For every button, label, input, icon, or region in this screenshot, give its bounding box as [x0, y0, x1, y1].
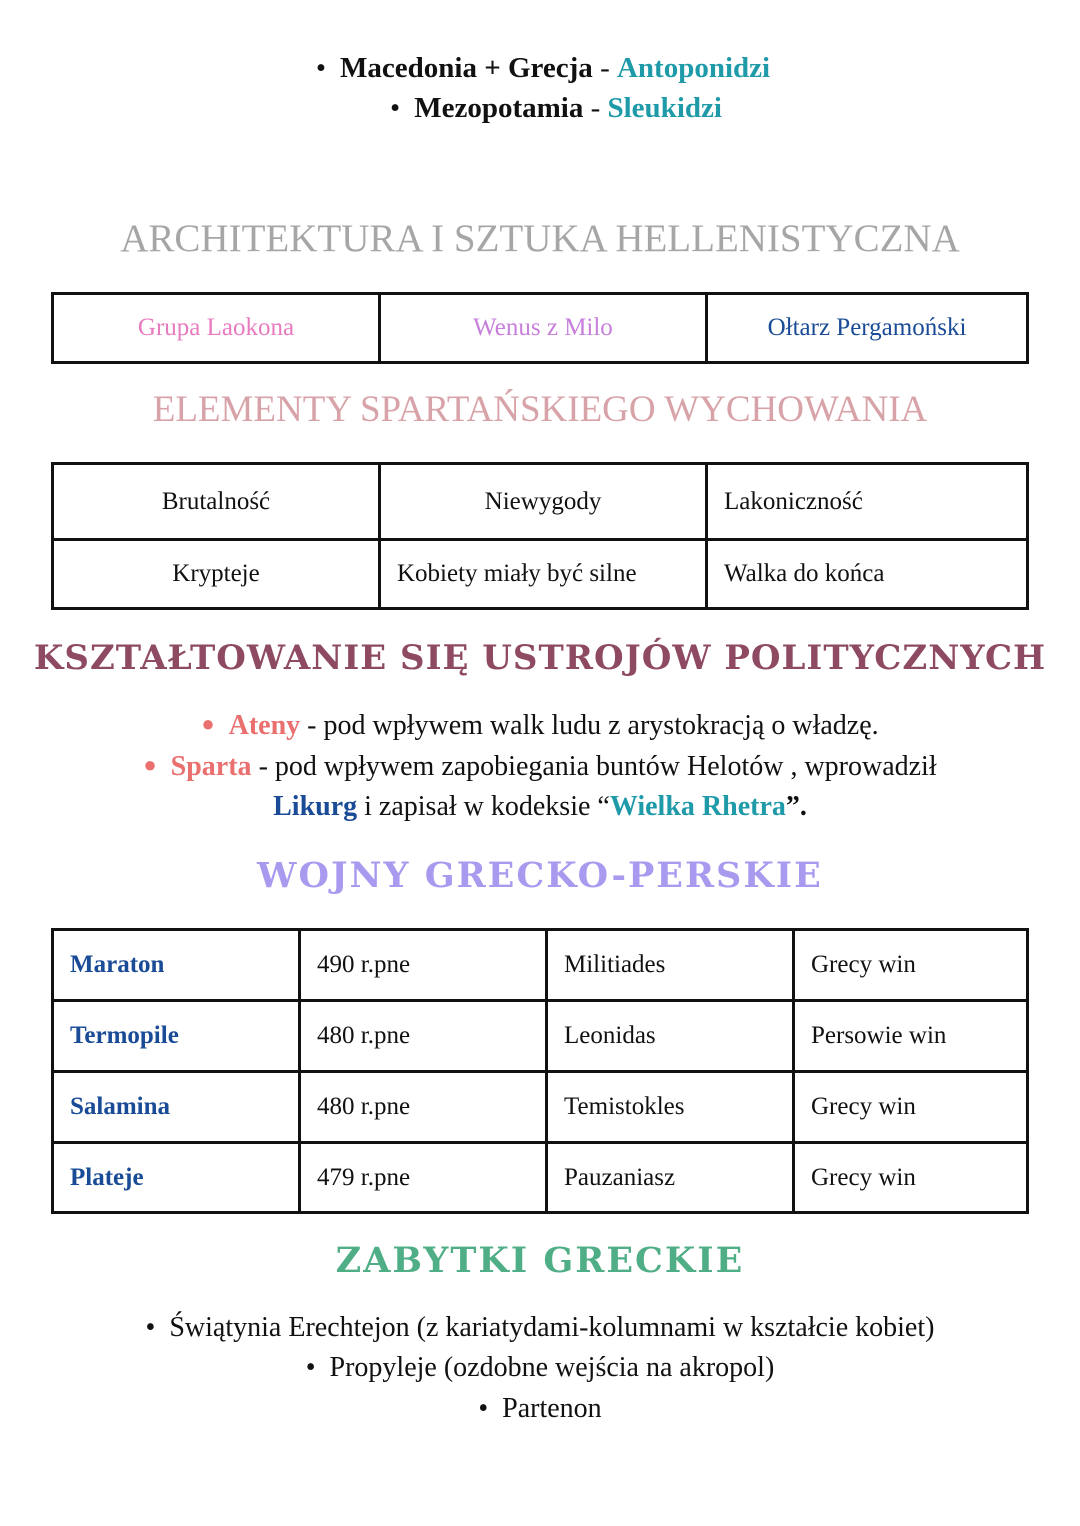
art-cell: Ołtarz Pergamoński [707, 294, 1028, 363]
battle-result: Grecy win [794, 1072, 1028, 1143]
political-text: i zapisał w kodeksie “ [357, 791, 610, 822]
bullet-icon: ● [143, 752, 157, 777]
art-cell: Wenus z Milo [380, 294, 707, 363]
battle-name: Plateje [53, 1143, 300, 1213]
spartan-education-table [51, 462, 1029, 610]
monument-text: Propyleje (ozdobne wejścia na akropol) [329, 1352, 775, 1383]
battle-year: 480 r.pne [300, 1001, 547, 1072]
education-cell: Kobiety miały być silne [380, 540, 707, 609]
political-item-athens [0, 710, 1080, 742]
monument-text: Świątynia Erechtejon (z kariatydami-kolumnami w kształcie kobiet) [169, 1312, 935, 1343]
battle-commander: Leonidas [547, 1001, 794, 1072]
dynasty-item [0, 52, 1080, 85]
education-cell: Krypteje [53, 540, 380, 609]
battle-result: Persowie win [794, 1001, 1028, 1072]
architecture-table [51, 292, 1029, 364]
lawgiver-name: Likurg [273, 791, 358, 822]
battle-name: Maraton [53, 930, 300, 1001]
monument-text: Partenon [502, 1393, 602, 1424]
education-cell: Brutalność [53, 464, 380, 540]
battle-year: 480 r.pne [300, 1072, 547, 1143]
political-text: - pod wpływem zapobiegania buntów Helotów , wprowadził [251, 751, 937, 782]
education-cell: Niewygody [380, 464, 707, 540]
bullet-icon: • [390, 92, 401, 124]
persian-wars-heading: WOJNY GRECKO-PERSKIE [257, 855, 823, 896]
dynasty-item [0, 92, 1080, 125]
art-cell: Grupa Laokona [53, 294, 380, 363]
separator: - [583, 92, 608, 124]
city-label: Sparta [170, 751, 252, 782]
bullet-icon: • [145, 1312, 156, 1343]
dynasty-name: Antoponidzi [616, 52, 771, 84]
bullet-icon: • [305, 1352, 316, 1383]
spartan-education-heading: ELEMENTY SPARTAŃSKIEGO WYCHOWANIA [152, 389, 928, 430]
bullet-icon: • [315, 52, 327, 84]
battle-commander: Temistokles [547, 1072, 794, 1143]
monuments-heading: ZABYTKI GRECKIE [335, 1240, 745, 1281]
battle-commander: Pauzaniasz [547, 1143, 794, 1213]
monument-item [0, 1352, 1080, 1384]
political-item-sparta [0, 751, 1080, 783]
dynasty-name: Sleukidzi [607, 92, 722, 124]
battle-name: Termopile [53, 1001, 300, 1072]
education-cell: Lakoniczność [707, 464, 1028, 540]
political-systems-heading: KSZTAŁTOWANIE SIĘ USTROJÓW POLITYCZNYCH [33, 638, 1047, 678]
education-cell: Walka do końca [707, 540, 1028, 609]
monument-item [0, 1312, 1080, 1344]
battle-year: 490 r.pne [300, 930, 547, 1001]
dynasty-region: Macedonia + Grecja [340, 52, 593, 84]
battle-name: Salamina [53, 1072, 300, 1143]
monument-item [0, 1393, 1080, 1425]
battle-result: Grecy win [794, 930, 1028, 1001]
separator: - [592, 52, 617, 84]
city-label: Ateny [228, 710, 301, 741]
battle-year: 479 r.pne [300, 1143, 547, 1213]
closing-quote: ”. [785, 791, 807, 822]
political-text: - pod wpływem walk ludu z arystokracją o władzę. [300, 710, 879, 741]
political-continuation [0, 791, 1080, 823]
bullet-icon: ● [201, 711, 215, 736]
code-name: Wielka Rhetra [609, 791, 786, 822]
battle-result: Grecy win [794, 1143, 1028, 1213]
bullet-icon: • [478, 1393, 489, 1424]
dynasty-region: Mezopotamia [414, 92, 584, 124]
persian-wars-table [51, 928, 1029, 1214]
architecture-heading: ARCHITEKTURA I SZTUKA HELLENISTYCZNA [120, 217, 960, 260]
battle-commander: Militiades [547, 930, 794, 1001]
